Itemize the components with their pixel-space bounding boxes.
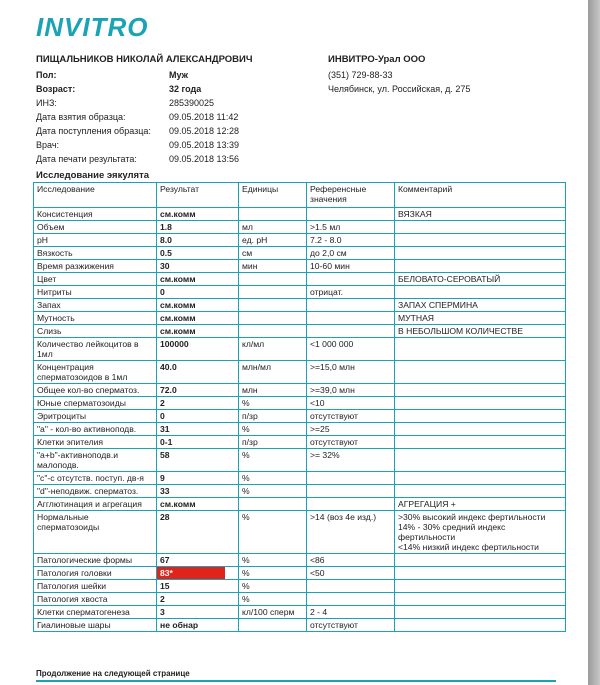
test-cell: Гиалиновые шары — [34, 619, 157, 632]
comment-cell: ВЯЗКАЯ — [395, 208, 566, 221]
test-cell: Патология шейки — [34, 580, 157, 593]
test-cell: Патологические формы — [34, 554, 157, 567]
ref-cell: <86 — [307, 554, 395, 567]
viewer-background — [588, 0, 600, 685]
comment-cell — [395, 619, 566, 632]
test-cell: "a+b"-активноподв.и малоподв. — [34, 449, 157, 472]
table-row — [34, 472, 566, 485]
patient-row — [36, 110, 326, 124]
result-cell: 0.5 — [157, 247, 239, 260]
unit-cell: п/зр — [239, 410, 307, 423]
patient-row-value: Муж — [169, 70, 188, 80]
ref-cell — [307, 580, 395, 593]
comment-cell — [395, 567, 566, 580]
comment-cell — [395, 606, 566, 619]
result-cell: 2 — [157, 593, 239, 606]
patient-row-label: Врач: — [36, 140, 60, 150]
unit-cell — [239, 208, 307, 221]
patient-row — [36, 68, 326, 82]
test-cell: Патология головки — [34, 567, 157, 580]
column-header: Единицы — [239, 183, 307, 208]
continued-note: Продолжение на следующей странице — [36, 669, 190, 678]
unit-cell: мл — [239, 221, 307, 234]
flagged-result: 83* — [157, 567, 225, 579]
comment-cell: МУТНАЯ — [395, 312, 566, 325]
result-cell: не обнар — [157, 619, 239, 632]
patient-row-value: 09.05.2018 12:28 — [169, 126, 240, 136]
result-cell: 0 — [157, 410, 239, 423]
table-row — [34, 338, 566, 361]
test-cell: Клетки сперматогенеза — [34, 606, 157, 619]
table-row — [34, 234, 566, 247]
ref-cell: >=25 — [307, 423, 395, 436]
column-header: Исследование — [34, 183, 157, 208]
table-row — [34, 286, 566, 299]
unit-cell: млн/мл — [239, 361, 307, 384]
comment-cell — [395, 554, 566, 567]
patient-row-label: Возраст: — [36, 84, 76, 94]
table-row — [34, 221, 566, 234]
unit-cell: см — [239, 247, 307, 260]
ref-cell: >= 32% — [307, 449, 395, 472]
footer-divider — [36, 680, 556, 682]
test-cell: pH — [34, 234, 157, 247]
patient-name: ПИЩАЛЬНИКОВ НИКОЛАЙ АЛЕКСАНДРОВИЧ — [36, 54, 253, 65]
patient-row — [36, 124, 326, 138]
comment-cell — [395, 247, 566, 260]
comment-cell: В НЕБОЛЬШОМ КОЛИЧЕСТВЕ — [395, 325, 566, 338]
table-row — [34, 580, 566, 593]
patient-rows — [36, 68, 326, 166]
unit-cell: % — [239, 423, 307, 436]
ref-cell — [307, 325, 395, 338]
unit-cell — [239, 286, 307, 299]
patient-row-label: Дата взятия образца: — [36, 112, 126, 122]
lab-info — [328, 54, 470, 96]
test-cell: Запах — [34, 299, 157, 312]
result-cell: см.комм — [157, 208, 239, 221]
ref-cell — [307, 593, 395, 606]
unit-cell — [239, 325, 307, 338]
patient-row-value: 09.05.2018 13:56 — [169, 154, 240, 164]
comment-cell — [395, 286, 566, 299]
comment-cell — [395, 593, 566, 606]
patient-row-label: Дата печати результата: — [36, 154, 137, 164]
comment-cell — [395, 449, 566, 472]
unit-cell: % — [239, 511, 307, 554]
test-cell: Концентрация сперматозоидов в 1мл — [34, 361, 157, 384]
comment-cell: АГРЕГАЦИЯ + — [395, 498, 566, 511]
unit-cell — [239, 312, 307, 325]
table-header-row — [34, 183, 566, 208]
comment-cell — [395, 397, 566, 410]
comment-cell — [395, 472, 566, 485]
comment-cell — [395, 384, 566, 397]
result-cell: 28 — [157, 511, 239, 554]
ref-cell — [307, 312, 395, 325]
test-cell: Общее кол-во сперматоз. — [34, 384, 157, 397]
result-cell: 2 — [157, 397, 239, 410]
column-header: Результат — [157, 183, 239, 208]
unit-cell: % — [239, 567, 307, 580]
ref-cell: 7.2 - 8.0 — [307, 234, 395, 247]
patient-row-label: Дата поступления образца: — [36, 126, 151, 136]
unit-cell: % — [239, 449, 307, 472]
patient-row-value: 09.05.2018 11:42 — [169, 112, 239, 122]
unit-cell: кл/мл — [239, 338, 307, 361]
result-cell: 72.0 — [157, 384, 239, 397]
ref-cell — [307, 299, 395, 312]
result-cell: 30 — [157, 260, 239, 273]
result-cell: 3 — [157, 606, 239, 619]
patient-row-label: ИНЗ: — [36, 98, 57, 108]
ref-cell: >=15,0 млн — [307, 361, 395, 384]
unit-cell: ед. pH — [239, 234, 307, 247]
unit-cell: мин — [239, 260, 307, 273]
comment-cell — [395, 221, 566, 234]
test-cell: Слизь — [34, 325, 157, 338]
test-cell: "a" - кол-во активноподв. — [34, 423, 157, 436]
test-cell: Мутность — [34, 312, 157, 325]
result-cell: 8.0 — [157, 234, 239, 247]
unit-cell: % — [239, 593, 307, 606]
result-cell: 58 — [157, 449, 239, 472]
comment-cell — [395, 485, 566, 498]
lab-phone: (351) 729-88-33 — [328, 70, 393, 80]
result-cell: см.комм — [157, 273, 239, 286]
result-cell: см.комм — [157, 325, 239, 338]
result-cell: 1.8 — [157, 221, 239, 234]
table-row — [34, 449, 566, 472]
table-row — [34, 273, 566, 286]
test-cell: Вязкость — [34, 247, 157, 260]
test-cell: Агглютинация и агрегация — [34, 498, 157, 511]
unit-cell — [239, 498, 307, 511]
comment-cell: >30% высокий индекс фертильности 14% - 30% средний индекс фертильности <14% низкий индекс фертильности — [395, 511, 566, 554]
ref-cell: >1.5 мл — [307, 221, 395, 234]
unit-cell — [239, 273, 307, 286]
ref-cell: отрицат. — [307, 286, 395, 299]
patient-row — [36, 138, 326, 152]
unit-cell: % — [239, 472, 307, 485]
unit-cell: % — [239, 485, 307, 498]
table-row — [34, 384, 566, 397]
ref-cell: <10 — [307, 397, 395, 410]
table-row — [34, 485, 566, 498]
ref-cell: отсутствуют — [307, 619, 395, 632]
unit-cell: % — [239, 580, 307, 593]
unit-cell — [239, 619, 307, 632]
unit-cell: % — [239, 554, 307, 567]
table-row — [34, 567, 566, 580]
comment-cell — [395, 423, 566, 436]
unit-cell: млн — [239, 384, 307, 397]
table-row — [34, 593, 566, 606]
comment-cell: ЗАПАХ СПЕРМИНА — [395, 299, 566, 312]
column-header: Референсные значения — [307, 183, 395, 208]
ref-cell — [307, 472, 395, 485]
unit-cell: кл/100 сперм — [239, 606, 307, 619]
ref-cell — [307, 498, 395, 511]
comment-cell: БЕЛОВАТО-СЕРОВАТЫЙ — [395, 273, 566, 286]
result-cell: см.комм — [157, 498, 239, 511]
table-row — [34, 397, 566, 410]
comment-cell — [395, 338, 566, 361]
table-row — [34, 299, 566, 312]
ref-cell: <50 — [307, 567, 395, 580]
patient-row-value: 32 года — [169, 84, 202, 94]
comment-cell — [395, 260, 566, 273]
ref-cell: >=39,0 млн — [307, 384, 395, 397]
ref-cell: отсутствуют — [307, 436, 395, 449]
result-cell: 33 — [157, 485, 239, 498]
ref-cell: 2 - 4 — [307, 606, 395, 619]
table-row — [34, 325, 566, 338]
unit-cell: п/зр — [239, 436, 307, 449]
test-cell: Клетки эпителия — [34, 436, 157, 449]
table-row — [34, 208, 566, 221]
test-cell: Консистенция — [34, 208, 157, 221]
results-table — [33, 182, 566, 632]
ref-cell: <1 000 000 — [307, 338, 395, 361]
comment-cell — [395, 234, 566, 247]
ref-cell — [307, 208, 395, 221]
ref-cell: отсутствуют — [307, 410, 395, 423]
table-row — [34, 247, 566, 260]
ref-cell: до 2,0 см — [307, 247, 395, 260]
test-cell: "d"-неподвиж. сперматоз. — [34, 485, 157, 498]
result-cell: 40.0 — [157, 361, 239, 384]
ref-cell — [307, 485, 395, 498]
test-cell: Цвет — [34, 273, 157, 286]
comment-cell — [395, 580, 566, 593]
patient-row-label: Пол: — [36, 70, 57, 80]
patient-row — [36, 82, 326, 96]
table-row — [34, 498, 566, 511]
ref-cell: 10-60 мин — [307, 260, 395, 273]
result-cell: 31 — [157, 423, 239, 436]
ref-cell — [307, 273, 395, 286]
result-cell: см.комм — [157, 299, 239, 312]
table-row — [34, 606, 566, 619]
table-row — [34, 423, 566, 436]
table-row — [34, 619, 566, 632]
table-row — [34, 554, 566, 567]
result-cell: 0 — [157, 286, 239, 299]
patient-row — [36, 96, 326, 110]
comment-cell — [395, 436, 566, 449]
test-cell: Юные сперматозоиды — [34, 397, 157, 410]
table-row — [34, 511, 566, 554]
result-cell: 0-1 — [157, 436, 239, 449]
lab-name: ИНВИТРО-Урал ООО — [328, 54, 426, 65]
patient-row — [36, 152, 326, 166]
table-row — [34, 361, 566, 384]
test-cell: Нитриты — [34, 286, 157, 299]
result-cell — [157, 567, 239, 580]
result-cell: 15 — [157, 580, 239, 593]
table-row — [34, 260, 566, 273]
test-cell: Время разжижения — [34, 260, 157, 273]
lab-address: Челябинск, ул. Российская, д. 275 — [328, 84, 471, 94]
test-cell: Количество лейкоцитов в 1мл — [34, 338, 157, 361]
test-cell: Объем — [34, 221, 157, 234]
test-cell: Патология хвоста — [34, 593, 157, 606]
invitro-logo: INVITRO — [36, 12, 149, 42]
test-cell: "c"-с отсутств. поступ. дв-я — [34, 472, 157, 485]
unit-cell — [239, 299, 307, 312]
result-cell: см.комм — [157, 312, 239, 325]
result-cell: 67 — [157, 554, 239, 567]
ref-cell: >14 (воз 4е изд.) — [307, 511, 395, 554]
result-cell: 9 — [157, 472, 239, 485]
patient-row-value: 09.05.2018 13:39 — [169, 140, 240, 150]
table-row — [34, 410, 566, 423]
comment-cell — [395, 361, 566, 384]
unit-cell: % — [239, 397, 307, 410]
table-row — [34, 436, 566, 449]
comment-cell — [395, 410, 566, 423]
result-cell: 100000 — [157, 338, 239, 361]
test-cell: Нормальные сперматозоиды — [34, 511, 157, 554]
patient-row-value: 285390025 — [169, 98, 215, 108]
table-row — [34, 312, 566, 325]
test-cell: Эритроциты — [34, 410, 157, 423]
patient-info — [36, 54, 326, 166]
section-title: Исследование эякулята — [36, 170, 150, 181]
column-header: Комментарий — [395, 183, 566, 208]
